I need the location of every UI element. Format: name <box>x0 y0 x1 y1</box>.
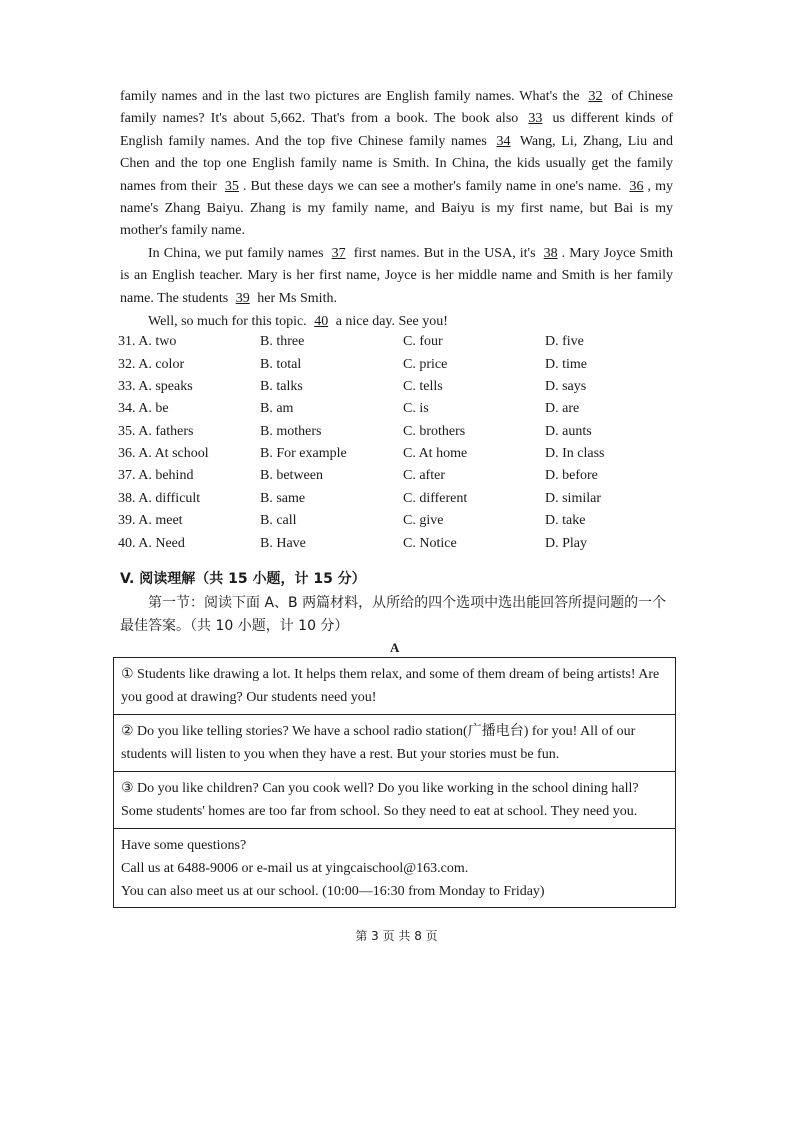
option-a: 35. A. fathers <box>118 424 194 439</box>
option-row <box>118 334 678 356</box>
ad-text: ① Students like drawing a lot. It helps them relax, and some of them dream of being artists! Are you good at drawing? Our students need you! <box>121 667 660 705</box>
ad-text: ② Do you like telling stories? We have a school radio station(广播电台) for you! All of our students will listen to you when they have a rest. But your stories must be fun. <box>121 724 636 762</box>
passage-text: . But these days we can see a mother's family name in one's name. <box>242 178 622 194</box>
passage-text: her Ms Smith. <box>257 290 337 306</box>
option-b: B. call <box>260 513 297 528</box>
passage-text: us different kinds of English family names. And the top five Chinese family names <box>120 111 674 149</box>
passage-text: a nice day. See you! <box>335 314 448 329</box>
option-a: 39. A. meet <box>118 513 183 528</box>
passage-text: Well, so much for this topic. <box>148 314 307 329</box>
passage-paragraph-2 <box>120 243 673 310</box>
contact-line: Call us at 6488-9006 or e-mail us at yingcaischool@163.com. <box>121 861 469 876</box>
option-row <box>118 357 678 379</box>
blank-32: 32 <box>588 89 603 104</box>
option-a: 37. A. behind <box>118 468 194 483</box>
option-row <box>118 536 678 558</box>
section-title: V. 阅读理解（共 15 小题，计 15 分） <box>120 571 366 587</box>
option-a: 34. A. be <box>118 401 169 416</box>
option-d: D. similar <box>545 491 601 506</box>
option-c: C. give <box>403 513 444 528</box>
blank-37: 37 <box>331 246 346 261</box>
contact-box <box>113 828 676 908</box>
option-row <box>118 468 678 490</box>
option-d: D. take <box>545 513 586 528</box>
blank-39: 39 <box>235 290 250 306</box>
passage-text: first names. But in the USA, it's <box>353 246 536 261</box>
option-b: B. same <box>260 491 306 506</box>
blank-38: 38 <box>543 246 558 261</box>
passage-text: , my name's Zhang Baiyu. Zhang is my family name, and Baiyu is my first name, but Bai is my mother's family name. <box>120 178 674 239</box>
passage-text: . Mary Joyce Smith is an English teacher. Mary is her first name, Joyce is her middle name and Smith is her family name. The students <box>120 246 674 306</box>
option-a: 31. A. two <box>118 334 177 349</box>
contact-line: You can also meet us at our school. (10:00—16:30 from Monday to Friday) <box>121 884 545 899</box>
passage-text: In China, we put family names <box>148 246 324 261</box>
option-row <box>118 424 678 446</box>
option-b: B. talks <box>260 379 303 394</box>
blank-40: 40 <box>314 314 329 329</box>
ad-box-1 <box>113 657 676 715</box>
option-b: B. For example <box>260 446 347 461</box>
option-b: B. between <box>260 468 323 483</box>
option-row <box>118 491 678 513</box>
option-row <box>118 446 678 468</box>
option-d: D. Play <box>545 536 587 551</box>
option-b: B. total <box>260 357 302 372</box>
option-row <box>118 379 678 401</box>
option-a: 38. A. difficult <box>118 491 201 506</box>
option-b: B. three <box>260 334 305 349</box>
option-row <box>118 401 678 423</box>
option-d: D. In class <box>545 446 605 461</box>
option-d: D. five <box>545 334 584 349</box>
contact-line: Have some questions? <box>121 838 247 853</box>
ad-text: ③ Do you like children? Can you cook well? Do you like working in the school dining hall? Some students' homes are too far from school. So they need to eat at school. They need you. <box>121 781 639 819</box>
option-b: B. am <box>260 401 294 416</box>
option-d: D. time <box>545 357 587 372</box>
option-d: D. are <box>545 401 580 416</box>
page-footer: 第 3 页 共 8 页 <box>355 929 438 943</box>
passage-text: Wang, Li, Zhang, Liu and Chen and the top one English family name is Smith. In China, the kids usually get the family names from their <box>120 133 674 194</box>
option-a: 33. A. speaks <box>118 379 193 394</box>
passage-text: family names and in the last two pictures are English family names. What's the <box>120 89 580 104</box>
option-a: 40. A. Need <box>118 536 185 551</box>
option-d: D. says <box>545 379 587 394</box>
section-instruction: 第一节：阅读下面 A、B 两篇材料，从所给的四个选项中选出能回答所提问题的一个最佳答案。（共 10 小题，计 10 分） <box>120 595 667 634</box>
passage-paragraph-1 <box>120 86 673 243</box>
option-c: C. after <box>403 468 445 483</box>
ad-box-2 <box>113 714 676 772</box>
blank-33: 33 <box>528 111 543 127</box>
passage-text: of Chinese family names? It's about 5,662. That's from a book. The book also <box>120 89 674 127</box>
blank-34: 34 <box>496 133 511 149</box>
passage-label-a: A <box>390 640 400 655</box>
option-c: C. brothers <box>403 424 466 439</box>
option-b: B. Have <box>260 536 306 551</box>
option-b: B. mothers <box>260 424 322 439</box>
option-a: 36. A. At school <box>118 446 209 461</box>
passage-paragraph-3 <box>120 311 673 333</box>
option-c: C. tells <box>403 379 443 394</box>
blank-36: 36 <box>629 178 644 194</box>
option-c: C. Notice <box>403 536 457 551</box>
option-row <box>118 513 678 535</box>
blank-35: 35 <box>224 178 239 194</box>
ad-box-3 <box>113 771 676 829</box>
option-c: C. four <box>403 334 443 349</box>
option-c: C. is <box>403 401 429 416</box>
option-a: 32. A. color <box>118 357 185 372</box>
option-d: D. before <box>545 468 598 483</box>
option-c: C. At home <box>403 446 468 461</box>
option-c: C. different <box>403 491 468 506</box>
option-d: D. aunts <box>545 424 592 439</box>
option-c: C. price <box>403 357 448 372</box>
